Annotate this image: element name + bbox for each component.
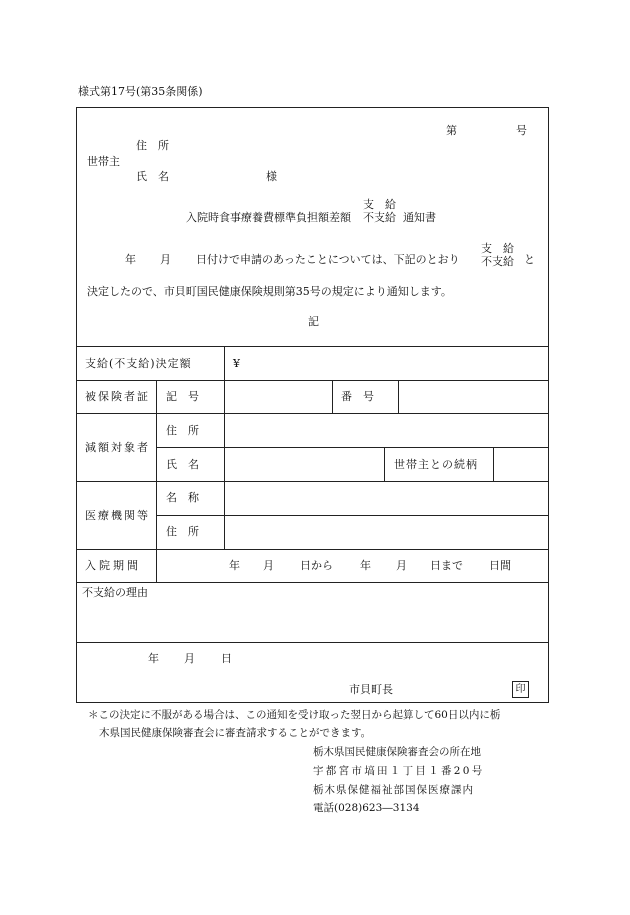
householder-address-label: 住 所 (136, 139, 169, 152)
symbol-label: 記 号 (166, 390, 199, 403)
period-year-from: 年 (229, 559, 240, 572)
col-line (224, 380, 225, 549)
period-month-to: 月 (396, 559, 407, 572)
row-line (76, 380, 549, 381)
insurance-card-label: 被保険者証 (85, 390, 150, 403)
form-frame (76, 107, 549, 703)
decision-amount-label: 支給(不支給)決定額 (85, 357, 192, 370)
title-main: 入院時食事療養費標準負担額差額 (186, 211, 351, 224)
row-line (156, 515, 549, 516)
ki-label: 記 (308, 315, 319, 328)
row-line (76, 413, 549, 414)
seal-mark: 印 (512, 681, 529, 698)
intro-line2: 決定したので、市貝町国民健康保険規則第35号の規定により通知します。 (87, 285, 452, 298)
target-address-label: 住 所 (166, 424, 199, 437)
intro-month: 月 (160, 253, 171, 266)
institution-address-label: 住 所 (166, 525, 199, 538)
row-line (76, 642, 549, 643)
note-line2: 木県国民健康保険審査会に審査請求することができます。 (99, 727, 372, 739)
intro-sentence-part1: 日付けで申請のあったことについては、下記のとおり (196, 253, 460, 266)
title-suffix: 通知書 (403, 211, 436, 224)
col-line (156, 549, 157, 582)
footer-day: 日 (221, 652, 232, 665)
medical-institution-label: 医療機関等 (85, 509, 150, 522)
row-line (76, 346, 549, 347)
title-option (363, 199, 396, 224)
address-line1: 栃木県国民健康保険審査会の所在地 (313, 746, 481, 758)
number-label: 番 号 (341, 390, 374, 403)
row-line (76, 481, 549, 482)
period-label: 入院期間 (85, 559, 141, 572)
title-option-top: 支 給 (363, 198, 396, 211)
row-line (156, 447, 549, 448)
number-suffix: 号 (516, 124, 527, 137)
period-day-to: 日まで (430, 559, 463, 572)
footer-month: 月 (184, 652, 195, 665)
target-name-label: 氏 名 (166, 458, 199, 471)
reduction-target-label: 減額対象者 (85, 441, 150, 454)
row-line (76, 549, 549, 550)
row-line (76, 582, 549, 583)
reason-label: 不支給の理由 (82, 586, 148, 599)
address-line2: 宇都宮市塙田１丁目１番20号 (313, 765, 485, 777)
yen-symbol: ¥ (233, 357, 240, 370)
period-month-from: 月 (263, 559, 274, 572)
col-line (156, 380, 157, 549)
col-line (493, 447, 494, 481)
intro-option (481, 243, 514, 268)
col-line (224, 346, 225, 380)
period-day-from: 日から (300, 559, 333, 572)
note-line1: ＊この決定に不服がある場合は、この通知を受け取った翌日から起算して60日以内に栃 (88, 709, 501, 721)
householder-label: 世帯主 (87, 155, 120, 168)
number-prefix: 第 (446, 124, 457, 137)
intro-option-bottom: 不支給 (481, 254, 514, 268)
intro-sentence-part2: と (524, 253, 535, 266)
intro-year: 年 (125, 253, 136, 266)
relation-label: 世帯主との続柄 (394, 458, 478, 471)
mayor-label: 市貝町長 (349, 683, 393, 696)
address-line3: 栃木県保健福祉部国保医療課内 (313, 784, 474, 796)
householder-name-label: 氏 名 (136, 170, 169, 183)
col-line (384, 447, 385, 481)
phone-number: 電話(028)623―3134 (313, 802, 420, 814)
period-year-to: 年 (360, 559, 371, 572)
form-label: 様式第17号(第35条関係) (78, 85, 203, 98)
intro-option-top: 支 給 (481, 242, 514, 255)
institution-name-label: 名 称 (166, 491, 199, 504)
title-option-bottom: 不支給 (363, 210, 396, 224)
period-days: 日間 (489, 559, 511, 572)
col-line (332, 380, 333, 413)
col-line (398, 380, 399, 413)
honorific: 様 (266, 170, 277, 183)
footer-year: 年 (148, 652, 159, 665)
